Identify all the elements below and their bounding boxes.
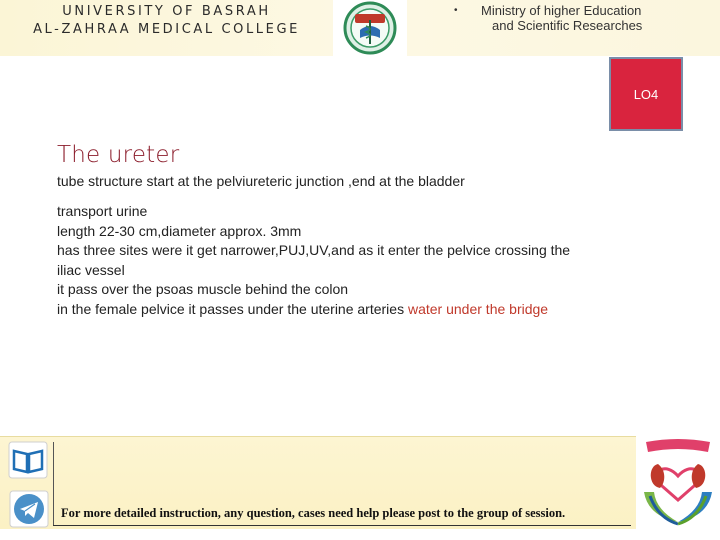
book-icon[interactable] — [8, 441, 48, 479]
body-line: transport urine — [57, 203, 148, 219]
kidney-hands-logo-icon — [636, 436, 720, 528]
ministry-bullet: • — [454, 5, 458, 16]
body-line: has three sites were it get narrower,PUJ,UV,and as it enter the pelvice crossing the — [57, 242, 571, 258]
ministry-text — [454, 3, 720, 33]
footer-divider — [53, 442, 54, 526]
highlight-phrase: water under the bridge — [407, 300, 549, 317]
footer-note: For more detailed instruction, any question, cases need help please post to the group of session. — [61, 506, 566, 520]
footer-underline — [53, 525, 631, 526]
body-line: it pass over the psoas muscle behind the colon — [57, 281, 349, 297]
slide-title: The ureter — [57, 142, 180, 168]
ministry-line-2: and Scientific Researches — [492, 18, 643, 33]
telegram-icon[interactable] — [9, 490, 49, 528]
body-line: iliac vessel — [57, 261, 125, 278]
college-name: AL-ZAHRAA MEDICAL COLLEGE — [33, 22, 300, 37]
slide-subtitle: tube structure start at the pelviureteric junction ,end at the bladder — [57, 173, 465, 189]
body-line-prefix: in the female pelvice it passes under the uterine arteries — [57, 300, 408, 317]
ministry-line-1: Ministry of higher Education — [481, 3, 642, 18]
lo-badge-label: LO4 — [633, 86, 659, 102]
body-line: length 22-30 cm,diameter approx. 3mm — [57, 222, 302, 239]
body-line-last — [57, 300, 677, 320]
slide-body — [57, 202, 677, 319]
university-name: UNIVERSITY OF BASRAH — [62, 4, 271, 19]
lo-badge — [609, 57, 683, 131]
college-seal-icon — [333, 0, 407, 56]
